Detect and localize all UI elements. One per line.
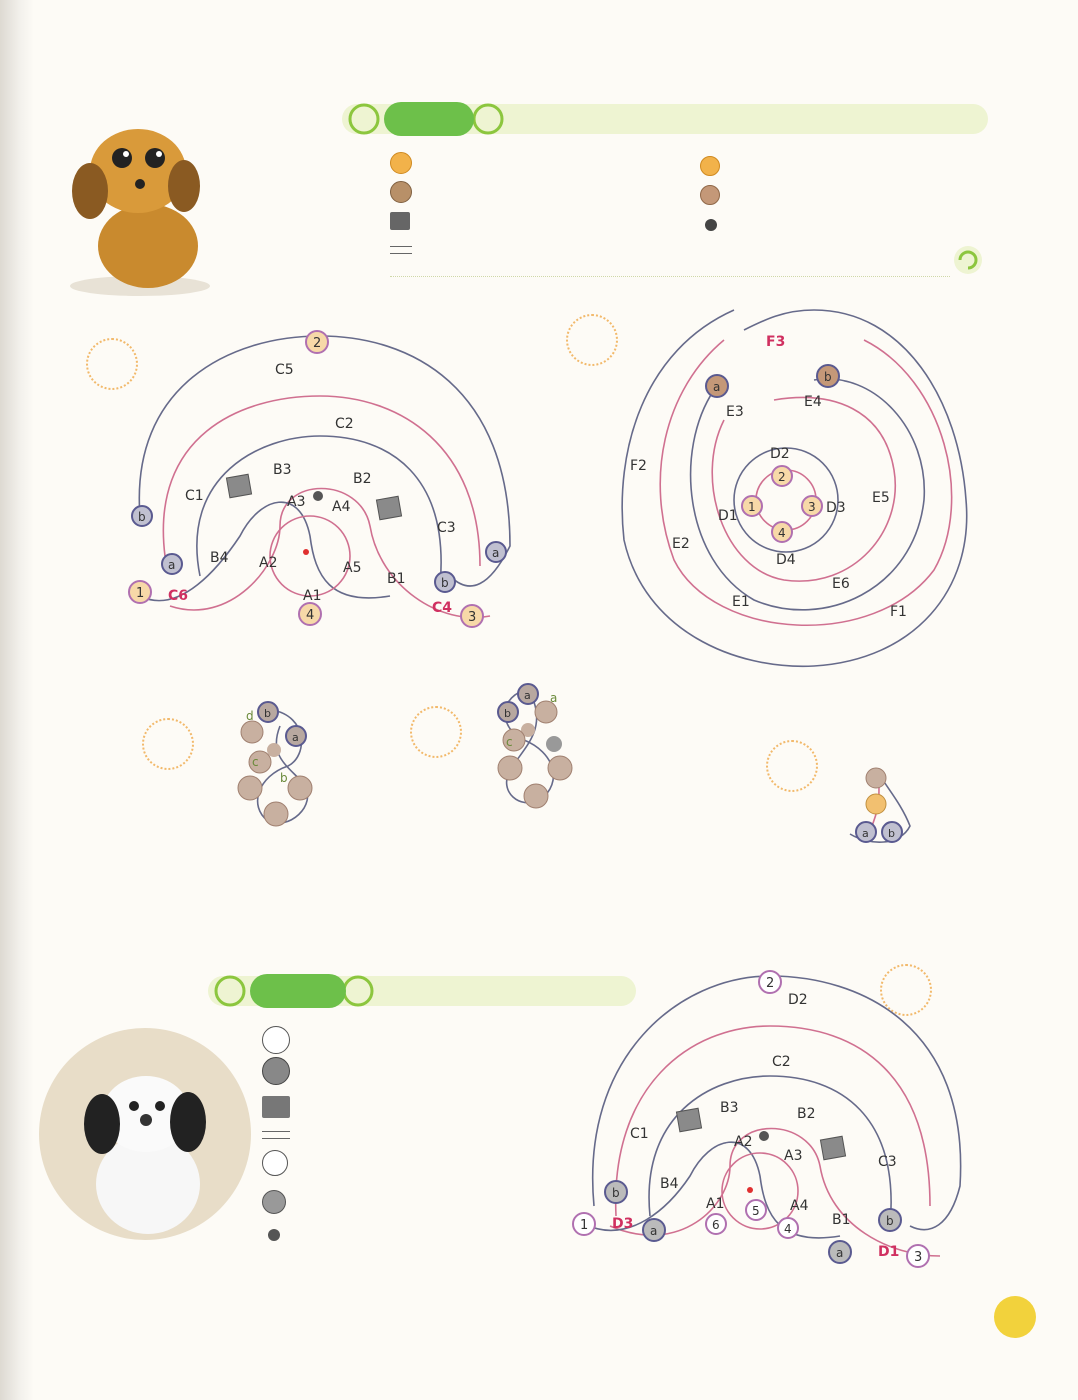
svg-text:5: 5: [752, 1204, 760, 1218]
body-diagram: [614, 300, 984, 680]
svg-text:b: b: [824, 370, 832, 384]
svg-text:d: d: [246, 709, 254, 723]
svg-text:3: 3: [914, 1250, 923, 1265]
material-item: [262, 1057, 304, 1085]
bead-icon: [262, 1026, 290, 1054]
material-item: [700, 214, 734, 233]
thread-icon: [390, 246, 412, 254]
svg-text:b: b: [504, 707, 511, 720]
materials-label: [384, 102, 474, 136]
svg-text:B3: B3: [273, 462, 292, 478]
svg-text:E1: E1: [732, 594, 750, 610]
svg-text:D4: D4: [776, 552, 796, 568]
svg-text:3: 3: [468, 610, 477, 625]
svg-text:E6: E6: [832, 576, 850, 592]
material-item: [262, 1096, 304, 1118]
svg-text:2: 2: [313, 336, 322, 351]
svg-text:A2: A2: [734, 1134, 753, 1150]
svg-text:a: a: [713, 380, 721, 394]
photo-bloodhound: [60, 96, 220, 306]
head-diagram: [110, 326, 530, 646]
svg-text:1: 1: [136, 586, 145, 601]
materials-list: [390, 152, 990, 272]
svg-text:D3: D3: [826, 500, 846, 516]
svg-text:E4: E4: [804, 394, 822, 410]
svg-text:a: a: [836, 1246, 844, 1260]
material-item: [390, 239, 424, 258]
svg-text:b: b: [138, 510, 146, 524]
svg-text:4: 4: [778, 526, 786, 540]
swirl-icon: [948, 240, 988, 280]
material-item: [700, 155, 732, 176]
bead-icon: [262, 1057, 290, 1085]
svg-text:A2: A2: [259, 555, 278, 571]
svg-text:C2: C2: [335, 416, 354, 432]
material-item: [390, 210, 422, 230]
page-number: [994, 1296, 1036, 1338]
svg-text:C1: C1: [185, 488, 204, 504]
material-item: [700, 184, 732, 205]
svg-text:A1: A1: [706, 1196, 725, 1212]
materials-label: [250, 974, 346, 1008]
step-number: [766, 740, 818, 792]
bead-icon: [262, 1150, 288, 1176]
bead-icon: [705, 219, 717, 231]
square-bead-icon: [262, 1096, 290, 1118]
left-ear-diagram: [484, 682, 584, 812]
right-ear-diagram: [228, 696, 338, 836]
svg-text:2: 2: [778, 470, 786, 484]
step-number: [566, 314, 618, 366]
step-number: [410, 706, 462, 758]
svg-text:a: a: [168, 558, 176, 572]
svg-text:D2: D2: [770, 446, 790, 462]
svg-text:b: b: [888, 827, 895, 840]
svg-text:a: a: [862, 827, 869, 840]
bead-icon: [262, 1190, 286, 1214]
bead-icon: [700, 156, 720, 176]
svg-text:B2: B2: [353, 471, 372, 487]
material-item: [262, 1124, 304, 1143]
svg-text:F3: F3: [766, 334, 786, 350]
material-item: [390, 181, 424, 203]
svg-text:3: 3: [808, 500, 816, 514]
svg-text:D3: D3: [612, 1216, 634, 1232]
svg-text:a: a: [524, 689, 531, 702]
svg-text:a: a: [550, 691, 558, 705]
svg-text:b: b: [612, 1186, 620, 1200]
svg-text:4: 4: [784, 1222, 792, 1236]
svg-text:B3: B3: [720, 1100, 739, 1116]
divider: [390, 276, 950, 277]
svg-text:A4: A4: [332, 499, 351, 515]
svg-text:B1: B1: [387, 571, 406, 587]
svg-text:D2: D2: [788, 992, 808, 1008]
thread-icon: [262, 1131, 290, 1139]
svg-text:A3: A3: [784, 1148, 803, 1164]
bead-icon: [390, 152, 412, 174]
bead-icon: [700, 185, 720, 205]
svg-text:b: b: [264, 707, 271, 720]
svg-text:C1: C1: [630, 1126, 649, 1142]
svg-text:D1: D1: [878, 1244, 900, 1260]
svg-text:B4: B4: [210, 550, 229, 566]
svg-text:F2: F2: [630, 458, 647, 474]
svg-text:B2: B2: [797, 1106, 816, 1122]
photo-cocker-spaniel: [38, 1024, 252, 1244]
svg-text:4: 4: [306, 608, 315, 623]
svg-text:a: a: [492, 546, 500, 560]
svg-text:C2: C2: [772, 1054, 791, 1070]
material-item: [262, 1150, 304, 1176]
svg-text:c: c: [506, 735, 513, 749]
square-bead-icon: [390, 212, 410, 230]
svg-text:A4: A4: [790, 1198, 809, 1214]
svg-text:A1: A1: [303, 588, 322, 604]
material-item: [390, 152, 424, 174]
svg-text:1: 1: [580, 1218, 589, 1233]
svg-text:b: b: [441, 576, 449, 590]
material-item: [262, 1190, 304, 1214]
svg-text:B1: B1: [832, 1212, 851, 1228]
material-item: [262, 1224, 304, 1243]
svg-text:E2: E2: [672, 536, 690, 552]
svg-text:C5: C5: [275, 362, 294, 378]
material-item: [262, 1026, 304, 1054]
svg-text:1: 1: [748, 500, 756, 514]
svg-text:a: a: [292, 731, 299, 744]
svg-text:C3: C3: [437, 520, 456, 536]
svg-text:6: 6: [712, 1218, 720, 1232]
svg-text:F1: F1: [890, 604, 907, 620]
step-number: [142, 718, 194, 770]
svg-text:B4: B4: [660, 1176, 679, 1192]
svg-text:E5: E5: [872, 490, 890, 506]
svg-text:a: a: [650, 1224, 658, 1238]
bead-icon: [390, 181, 412, 203]
svg-text:b: b: [886, 1214, 894, 1228]
materials-bar: [342, 98, 988, 138]
tail-diagram: [840, 760, 920, 850]
svg-text:C4: C4: [432, 600, 453, 616]
svg-text:c: c: [252, 755, 259, 769]
materials-list: [262, 1026, 562, 1256]
svg-text:C3: C3: [878, 1154, 897, 1170]
svg-text:D1: D1: [718, 508, 738, 524]
svg-text:E3: E3: [726, 404, 744, 420]
svg-text:b: b: [280, 771, 288, 785]
svg-text:C6: C6: [168, 588, 189, 604]
head-diagram-26: [560, 966, 980, 1276]
svg-text:A5: A5: [343, 560, 362, 576]
svg-text:A3: A3: [287, 494, 306, 510]
svg-text:2: 2: [766, 976, 775, 991]
bead-icon: [268, 1229, 280, 1241]
